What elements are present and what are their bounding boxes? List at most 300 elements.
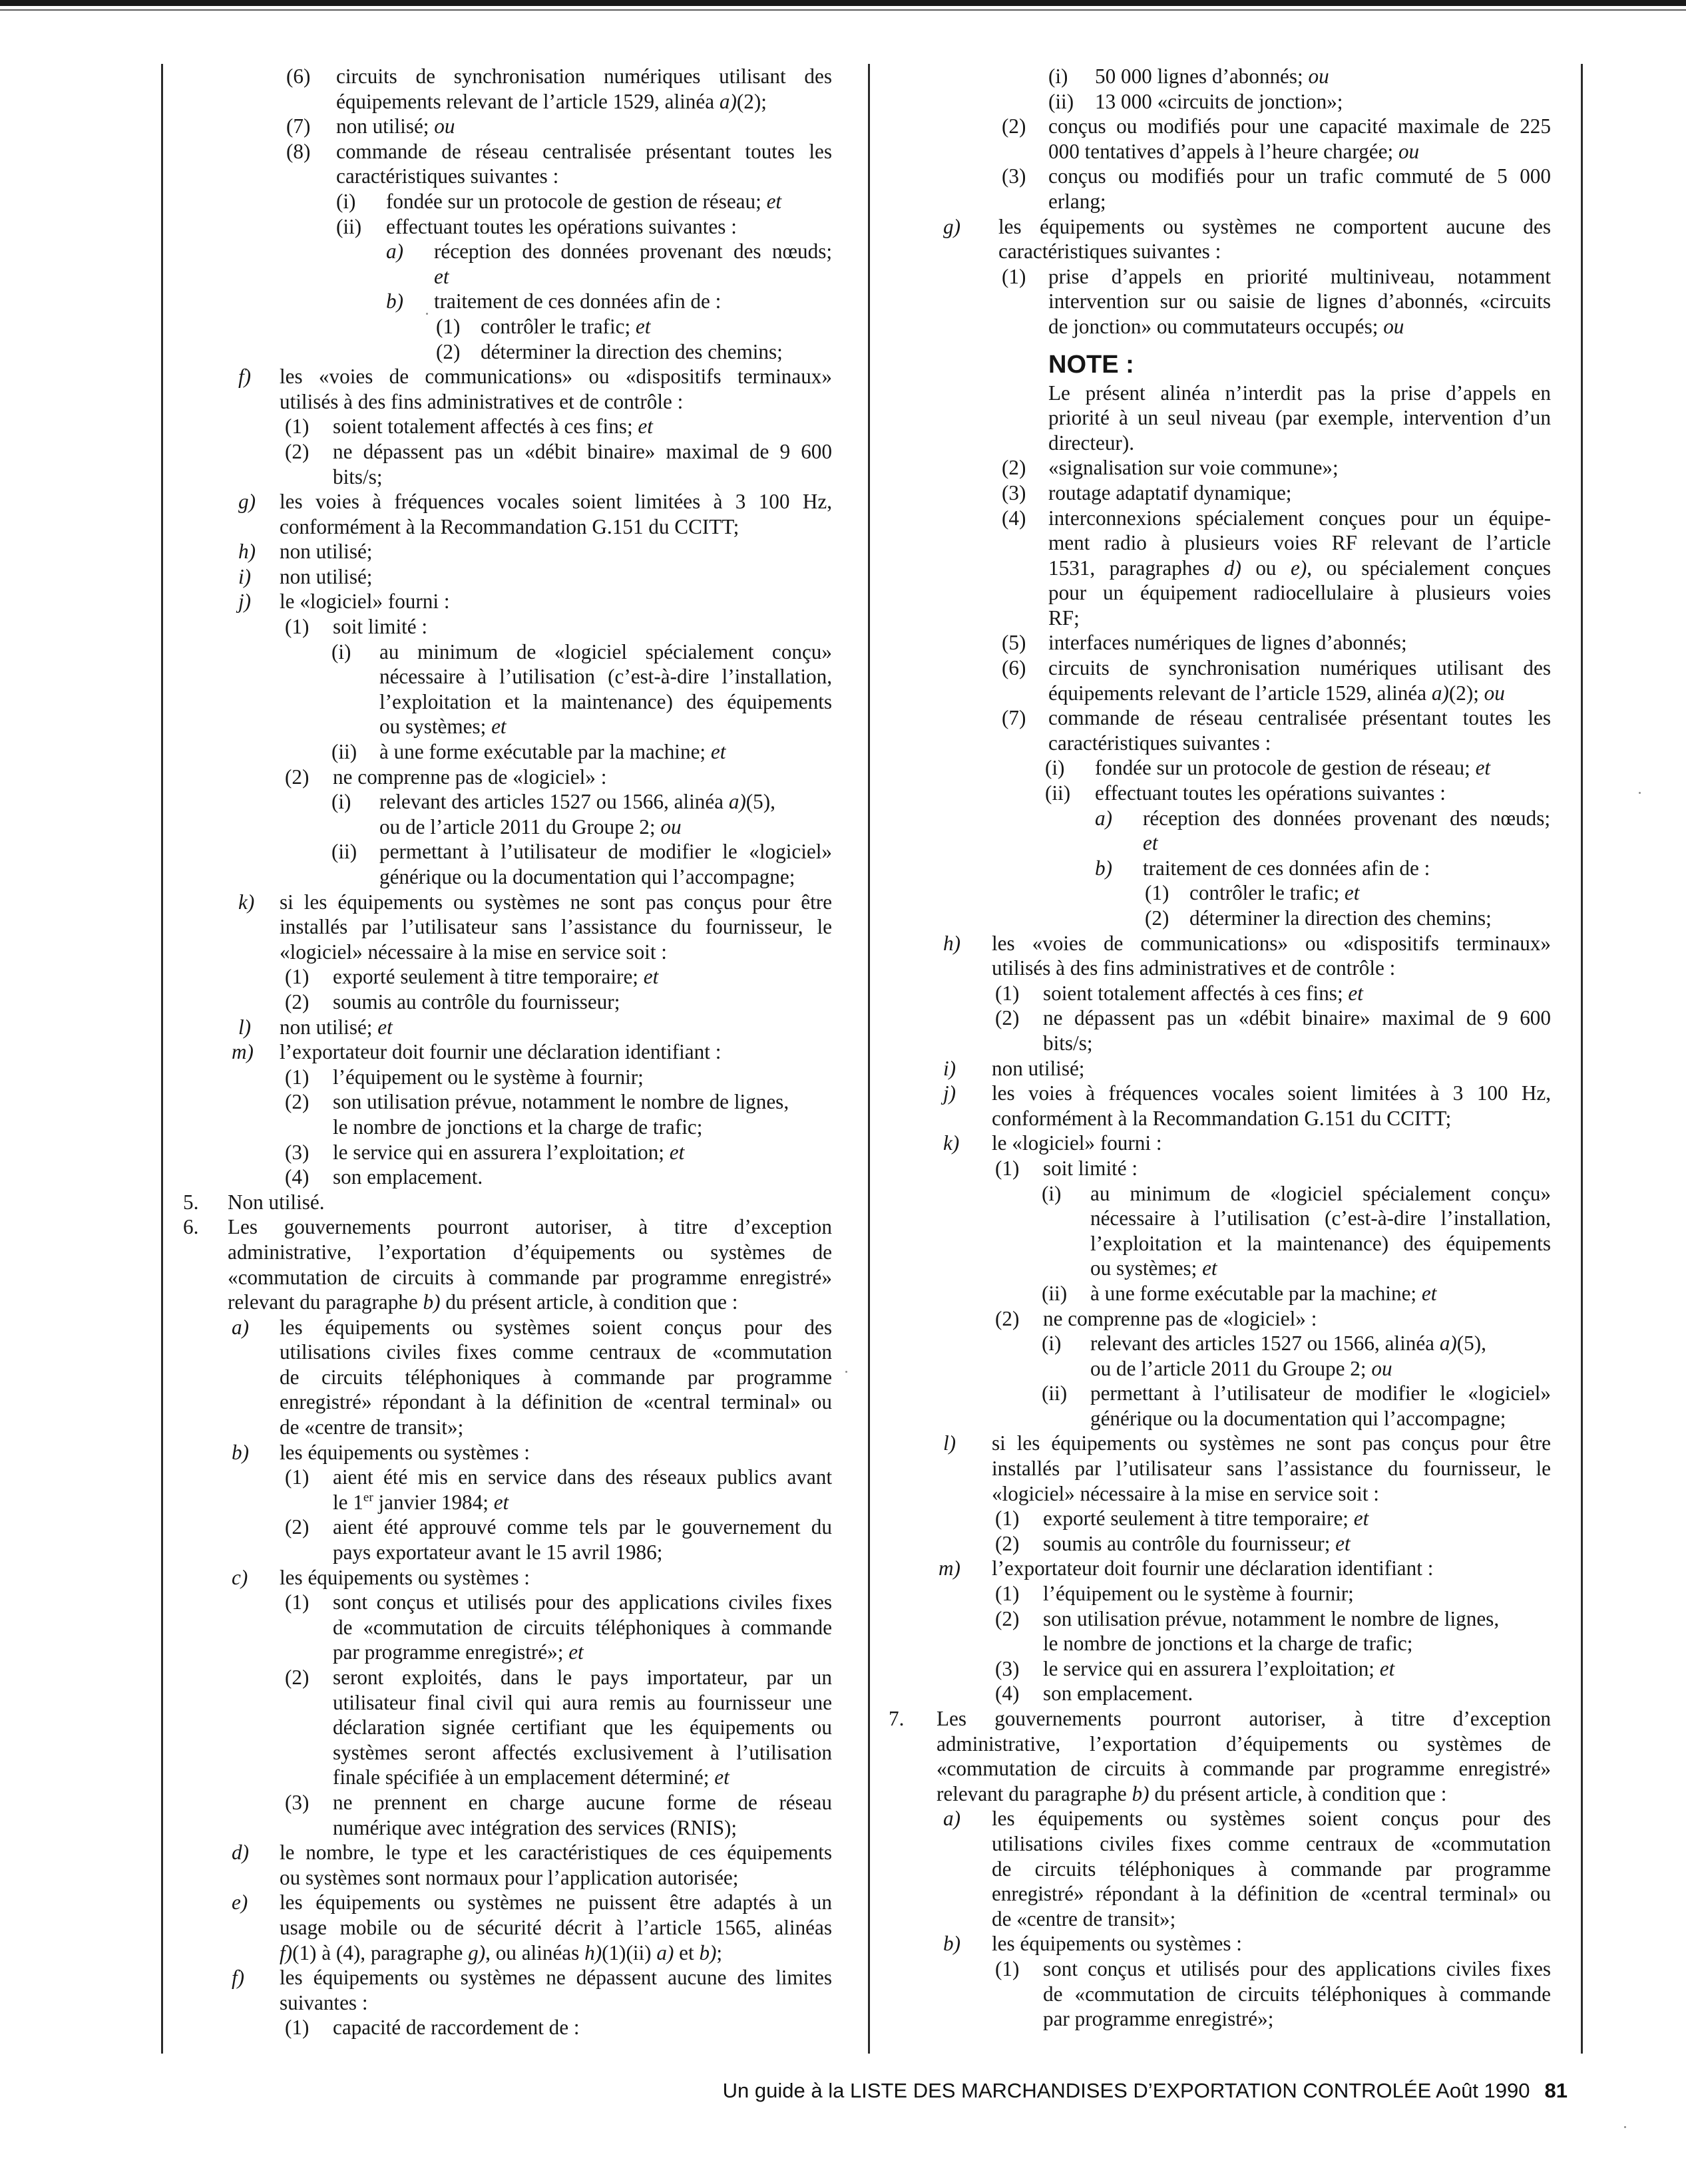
text-line: [902, 64, 1551, 89]
list-label: (3): [995, 1656, 1020, 1680]
text-line: [902, 1982, 1551, 2007]
note-label: NOTE :: [1048, 350, 1134, 379]
scan-speck: [1624, 2126, 1626, 2128]
list-label: k): [238, 890, 255, 914]
list-label: h): [238, 540, 256, 564]
line-text: les voies à fréquences vocales soient limitées à 3 100 Hz,: [280, 490, 832, 514]
line-text: les «voies de communications» ou «dispositifs terminaux»: [280, 365, 832, 389]
list-label: (5): [1002, 631, 1026, 655]
text-line: [193, 239, 832, 264]
text-line: [193, 1915, 832, 1940]
list-label: (2): [285, 990, 310, 1013]
list-label: 7.: [889, 1707, 905, 1730]
line-text: exporté seulement à titre temporaire; et: [333, 965, 659, 989]
list-label: (6): [1002, 656, 1026, 680]
text-line: [193, 139, 832, 164]
list-label: (1): [1002, 264, 1026, 288]
line-text: les équipements ou systèmes :: [280, 1565, 530, 1589]
text-line: [902, 880, 1551, 906]
text-line: [902, 1431, 1551, 1456]
left-margin-rule: [161, 64, 163, 2054]
text-line: [193, 2015, 832, 2040]
text-line: [193, 890, 832, 915]
list-label: (1): [285, 965, 310, 989]
text-line: [193, 664, 832, 689]
text-line: [193, 1140, 832, 1165]
text-line: [193, 614, 832, 639]
text-line: [193, 114, 832, 139]
list-label: a): [1095, 806, 1112, 830]
line-text: réception des données provenant des nœuds;: [1143, 806, 1550, 830]
list-label: (3): [285, 1790, 310, 1814]
line-text: le nombre, le type et les caractéristiques de ces équipements: [280, 1841, 832, 1865]
line-text: Les gouvernements pourront autoriser, à titre d’exception: [228, 1215, 832, 1239]
line-text: le service qui en assurera l’exploitation; et: [333, 1140, 685, 1164]
line-text: les équipements ou systèmes soient conçus pour des: [992, 1807, 1551, 1831]
list-label: (1): [995, 1956, 1020, 1980]
text-line: [902, 1356, 1551, 1381]
text-line: [902, 1206, 1551, 1231]
line-text: de jonction» ou commutateurs occupés; ou: [1048, 314, 1404, 338]
scan-speck: [1639, 792, 1641, 794]
line-text: et: [1143, 831, 1158, 855]
text-line: [902, 1956, 1551, 1982]
top-border-rule-thin: [0, 9, 1686, 11]
page-footer: [636, 2078, 1568, 2104]
text-line: [183, 1190, 832, 1215]
list-label: (2): [1002, 114, 1026, 138]
line-text: ou systèmes; et: [379, 715, 507, 739]
list-label: (3): [285, 1140, 310, 1164]
line-text: pays exportateur avant le 15 avril 1986;: [333, 1541, 663, 1564]
text-line: [889, 1706, 1551, 1731]
text-line: [193, 1315, 832, 1340]
text-line: [193, 589, 832, 614]
text-line: [902, 1081, 1551, 1106]
list-label: (6): [286, 65, 311, 88]
text-line: [193, 839, 832, 864]
line-text: de «commutation de circuits téléphoniques à commande: [333, 1615, 832, 1639]
text-line: [902, 405, 1551, 431]
line-text: l’équipement ou le système à fournir;: [333, 1065, 644, 1089]
list-label: k): [943, 1131, 960, 1155]
text-line: [193, 464, 832, 490]
line-text: f)(1) à (4), paragraphe g), ou alinéas h)(1)(ii) a) et b);: [280, 1940, 723, 1964]
list-label: (2): [285, 765, 310, 789]
list-label: (i): [331, 790, 351, 814]
line-text: commande de réseau centralisée présentant toutes les: [1048, 706, 1551, 730]
list-label: (i): [331, 639, 351, 663]
text-line: [902, 530, 1551, 556]
text-line: [193, 1389, 832, 1415]
text-line: [902, 580, 1551, 606]
text-line: [193, 689, 832, 715]
text-line: [193, 1590, 832, 1615]
line-text: ment radio à plusieurs voies RF relevant de l’article: [1048, 531, 1551, 555]
line-text: suivantes :: [280, 1990, 368, 2014]
line-text: commande de réseau centralisée présentant toutes les: [336, 139, 832, 163]
text-line: [193, 964, 832, 990]
text-line: [902, 681, 1551, 706]
text-line: [193, 990, 832, 1015]
list-label: a): [943, 1807, 960, 1831]
list-label: (2): [285, 1666, 310, 1689]
line-text: usage mobile ou de sécurité décrit à l’article 1565, alinéas: [280, 1915, 832, 1939]
text-line: [902, 1406, 1551, 1431]
left-text-column: [183, 64, 832, 2040]
text-line: [902, 755, 1551, 781]
text-line: [193, 389, 832, 415]
text-line: [902, 981, 1551, 1006]
text-line: [902, 1556, 1551, 1581]
line-text: erlang;: [1048, 189, 1106, 213]
list-label: a): [232, 1315, 249, 1339]
text-line: [902, 1781, 1551, 1807]
text-line: [193, 1640, 832, 1665]
text-line: [193, 739, 832, 765]
text-line: [902, 2006, 1551, 2032]
line-text: l’exportateur doit fournir une déclaration identifiant :: [992, 1556, 1434, 1580]
line-text: sont conçus et utilisés pour des applications civiles fixes: [1043, 1956, 1551, 1980]
line-text: soient totalement affectés à ces fins; et: [1043, 981, 1363, 1005]
line-text: soumis au contrôle du fournisseur;: [333, 990, 620, 1013]
text-line: [902, 431, 1551, 456]
text-line: [193, 1615, 832, 1640]
line-text: 13 000 «circuits de jonction»;: [1095, 89, 1343, 113]
text-line: [193, 1340, 832, 1365]
line-text: relevant des articles 1527 ou 1566, alinéa a)(5),: [1090, 1332, 1486, 1356]
text-line: [902, 1181, 1551, 1206]
line-text: son emplacement.: [1043, 1682, 1193, 1706]
list-label: (4): [1002, 506, 1026, 530]
line-text: fondée sur un protocole de gestion de réseau; et: [1095, 756, 1491, 780]
text-line: [902, 381, 1551, 406]
text-line: [193, 514, 832, 540]
text-line: [193, 864, 832, 890]
text-line: [193, 1365, 832, 1390]
line-text: réception des données provenant des nœuds;: [434, 240, 832, 264]
text-line: [902, 856, 1551, 881]
line-text: soumis au contrôle du fournisseur; et: [1043, 1531, 1351, 1555]
text-line: [193, 1665, 832, 1690]
list-label: l): [943, 1431, 956, 1455]
line-text: exporté seulement à titre temporaire; et: [1043, 1507, 1369, 1531]
list-label: 6.: [183, 1215, 199, 1239]
text-line: [902, 1806, 1551, 1831]
line-text: le nombre de jonctions et la charge de trafic;: [333, 1115, 703, 1139]
text-line: [902, 1506, 1551, 1531]
line-text: ou systèmes sont normaux pour l’application autorisée;: [280, 1865, 739, 1889]
line-text: si les équipements ou systèmes ne sont pas conçus pour être: [992, 1431, 1551, 1455]
text-line: [902, 1581, 1551, 1606]
line-text: équipements relevant de l’article 1529, alinéa a)(2);: [336, 89, 767, 113]
text-line: [902, 1881, 1551, 1907]
line-text: caractéristiques suivantes :: [998, 240, 1221, 264]
text-line: [902, 89, 1551, 114]
list-label: i): [943, 1056, 956, 1080]
text-line: [902, 1331, 1551, 1356]
text-line: [193, 1690, 832, 1716]
text-line: [902, 1731, 1551, 1757]
line-text: non utilisé; ou: [336, 114, 455, 138]
text-line: [902, 289, 1551, 314]
list-label: f): [238, 365, 252, 389]
text-line: [902, 480, 1551, 506]
text-line: [902, 1756, 1551, 1781]
list-label: f): [232, 1966, 245, 1990]
text-line: [902, 1156, 1551, 1181]
text-line: [902, 630, 1551, 655]
line-text: contrôler le trafic; et: [1189, 881, 1360, 905]
line-text: nécessaire à l’utilisation (c’est-à-dire l’installation,: [1090, 1206, 1551, 1230]
line-text: son utilisation prévue, notamment le nombre de lignes,: [1043, 1606, 1500, 1630]
line-text: son utilisation prévue, notamment le nombre de lignes,: [333, 1090, 789, 1114]
list-label: (i): [1045, 756, 1065, 780]
line-text: le «logiciel» fourni :: [992, 1131, 1162, 1155]
text-line: [193, 765, 832, 790]
line-text: finale spécifiée à un emplacement déterminé; et: [333, 1765, 730, 1789]
text-line: [193, 1515, 832, 1540]
line-text: utilisés à des fins administratives et de contrôle :: [992, 956, 1396, 980]
text-line: [193, 164, 832, 189]
list-label: (i): [336, 189, 356, 213]
right-margin-rule: [1581, 64, 1583, 2054]
text-line: [902, 1857, 1551, 1882]
list-label: m): [939, 1556, 960, 1580]
text-line: [193, 564, 832, 590]
text-line: [193, 1415, 832, 1440]
line-text: de «centre de transit»;: [992, 1907, 1176, 1930]
line-text: «logiciel» nécessaire à la mise en service soit :: [280, 940, 667, 964]
line-text: de circuits téléphoniques à commande par programme: [992, 1857, 1551, 1881]
line-text: les équipements ou systèmes :: [280, 1440, 530, 1464]
list-label: (8): [286, 139, 311, 163]
list-label: (1): [285, 1465, 310, 1489]
right-text-column: [889, 64, 1551, 2032]
line-text: traitement de ces données afin de :: [434, 289, 722, 313]
list-label: (1): [285, 615, 310, 639]
list-label: b): [943, 1932, 960, 1956]
list-label: (1): [285, 2016, 310, 2040]
line-text: caractéristiques suivantes :: [336, 164, 559, 188]
text-line: [902, 1606, 1551, 1632]
line-text: 50 000 lignes d’abonnés; ou: [1095, 65, 1329, 88]
text-line: [193, 1965, 832, 1990]
text-line: [193, 1940, 832, 1966]
line-text: «commutation de circuits à commande par programme enregistré»: [228, 1265, 832, 1289]
text-line: [902, 114, 1551, 139]
line-text: «signalisation sur voie commune»;: [1048, 456, 1339, 480]
line-text: ne dépassent pas un «débit binaire» maximal de 9 600: [333, 439, 832, 463]
list-label: h): [943, 931, 960, 955]
text-line: [902, 956, 1551, 981]
list-label: (4): [285, 1165, 310, 1189]
scan-speck: [845, 1371, 847, 1373]
text-line: [193, 1015, 832, 1040]
text-line: [902, 1256, 1551, 1281]
list-label: (2): [1145, 906, 1169, 930]
list-label: j): [238, 590, 252, 614]
text-line: [193, 189, 832, 214]
line-text: générique ou la documentation qui l’accompagne;: [379, 865, 795, 888]
line-text: l’exploitation et la maintenance) des équipements: [379, 689, 832, 713]
list-label: (ii): [1042, 1281, 1068, 1305]
line-text: enregistré» répondant à la définition de «central terminal» ou: [992, 1882, 1551, 1906]
text-line: [193, 1089, 832, 1115]
text-line: [193, 214, 832, 240]
text-line: [902, 906, 1551, 931]
line-text: les équipements ou systèmes :: [992, 1932, 1242, 1956]
column-divider-rule: [868, 64, 870, 2054]
text-line: [183, 1214, 832, 1240]
text-line: [193, 364, 832, 389]
line-text: fondée sur un protocole de gestion de réseau; et: [386, 189, 782, 213]
list-label: (2): [995, 1531, 1020, 1555]
list-label: (2): [995, 1606, 1020, 1630]
text-line: [902, 1381, 1551, 1406]
text-line: [193, 815, 832, 840]
text-line: [902, 1306, 1551, 1332]
line-text: ou systèmes; et: [1090, 1256, 1217, 1280]
list-label: a): [386, 240, 403, 264]
text-line: [902, 1656, 1551, 1682]
text-line: [902, 830, 1551, 856]
line-text: permettant à l’utilisateur de modifier le «logiciel»: [1090, 1381, 1551, 1405]
line-text: ne comprenne pas de «logiciel» :: [1043, 1306, 1317, 1330]
line-text: Le présent alinéa n’interdit pas la prise d’appels en: [1048, 381, 1551, 405]
list-label: (i): [1048, 65, 1068, 88]
text-line: [902, 1005, 1551, 1031]
text-line: [902, 1106, 1551, 1131]
list-label: b): [1095, 856, 1112, 880]
line-text: utilisés à des fins administratives et de contrôle :: [280, 389, 684, 413]
line-text: les équipements ou systèmes ne puissent être adaptés à un: [280, 1891, 832, 1914]
line-text: relevant du paragraphe b) du présent article, à condition que :: [937, 1781, 1447, 1805]
line-text: son emplacement.: [333, 1165, 483, 1189]
text-line: [902, 314, 1551, 339]
text-line: [902, 239, 1551, 264]
line-text: contrôler le trafic; et: [481, 314, 651, 338]
text-line: [193, 714, 832, 739]
list-label: b): [232, 1440, 249, 1464]
line-text: caractéristiques suivantes :: [1048, 731, 1271, 755]
text-line: [193, 1790, 832, 1815]
text-line: [902, 705, 1551, 731]
text-line: [193, 639, 832, 665]
line-text: installés par l’utilisateur sans l’assistance du fournisseur, le: [280, 915, 832, 939]
text-line: [193, 1565, 832, 1590]
text-line: [193, 914, 832, 940]
text-line: [902, 806, 1551, 831]
text-line: [193, 1065, 832, 1090]
text-line: [902, 1531, 1551, 1556]
text-line: [902, 1456, 1551, 1481]
line-text: prise d’appels en priorité multiniveau, notamment: [1048, 264, 1551, 288]
text-line: [902, 1231, 1551, 1256]
line-text: bits/s;: [333, 464, 383, 488]
line-text: pour un équipement radiocellulaire à plusieurs voies: [1048, 581, 1551, 605]
text-line: [902, 164, 1551, 189]
text-line: [193, 489, 832, 514]
text-line: [193, 1865, 832, 1891]
text-line: [193, 1165, 832, 1190]
line-text: non utilisé;: [280, 564, 373, 588]
line-text: l’équipement ou le système à fournir;: [1043, 1582, 1354, 1606]
line-text: ne prennent en charge aucune forme de réseau: [333, 1790, 832, 1814]
line-text: capacité de raccordement de :: [333, 2016, 580, 2040]
list-label: (7): [1002, 706, 1026, 730]
text-line: [902, 1681, 1551, 1706]
line-text: priorité à un seul niveau (par exemple, intervention d’un: [1048, 406, 1551, 430]
text-line: [902, 264, 1551, 289]
text-line: [902, 931, 1551, 956]
text-line: [902, 1281, 1551, 1306]
line-text: RF;: [1048, 606, 1080, 630]
list-label: (2): [285, 1090, 310, 1114]
list-label: (4): [995, 1682, 1020, 1706]
line-text: de circuits téléphoniques à commande par programme: [280, 1365, 832, 1389]
list-label: (ii): [1048, 89, 1074, 113]
line-text: Non utilisé.: [228, 1190, 325, 1214]
footer-title: Un guide à la LISTE DES MARCHANDISES D’EXPORTATION CONTROLÉE Août 1990: [722, 2079, 1530, 2102]
text-line: [902, 1481, 1551, 1507]
text-line: [193, 789, 832, 815]
line-text: équipements relevant de l’article 1529, alinéa a)(2); ou: [1048, 681, 1505, 705]
list-label: (ii): [1042, 1381, 1068, 1405]
text-line: [902, 1056, 1551, 1081]
text-line: [193, 264, 832, 289]
line-text: utilisations civiles fixes comme centraux de «commutation: [280, 1340, 832, 1364]
line-text: directeur).: [1048, 431, 1134, 455]
list-label: (2): [436, 339, 461, 363]
list-label: (1): [1145, 881, 1169, 905]
list-label: (2): [285, 439, 310, 463]
text-line: [902, 139, 1551, 164]
list-label: (2): [995, 1306, 1020, 1330]
text-line: [193, 289, 832, 314]
list-label: (2): [1002, 456, 1026, 480]
text-line: [193, 1039, 832, 1065]
text-line: [902, 455, 1551, 480]
list-label: (3): [1002, 480, 1026, 504]
line-text: les équipements ou systèmes ne dépassent aucune des limites: [280, 1966, 832, 1990]
line-text: intervention sur ou saisie de lignes d’abonnés, «circuits: [1048, 289, 1551, 313]
text-line: [193, 1115, 832, 1140]
line-text: soit limité :: [333, 615, 428, 639]
list-label: m): [232, 1040, 254, 1064]
text-line: [902, 506, 1551, 531]
line-text: relevant du paragraphe b) du présent article, à condition que :: [228, 1290, 738, 1314]
line-text: les «voies de communications» ou «dispositifs terminaux»: [992, 931, 1551, 955]
list-label: (ii): [336, 214, 362, 238]
line-text: interconnexions spécialement conçues pour un équipe-: [1048, 506, 1551, 530]
line-text: non utilisé;: [992, 1056, 1085, 1080]
list-label: d): [232, 1841, 249, 1865]
text-line: [902, 1907, 1551, 1932]
list-label: (1): [995, 1507, 1020, 1531]
text-line: [193, 1290, 832, 1315]
line-text: si les équipements ou systèmes ne sont pas conçus pour être: [280, 890, 832, 914]
text-line: [193, 64, 832, 89]
list-label: g): [943, 214, 960, 238]
line-text: utilisateur final civil qui aura remis au fournisseur une: [333, 1690, 832, 1714]
line-text: «commutation de circuits à commande par programme enregistré»: [937, 1757, 1551, 1781]
list-label: (ii): [331, 840, 357, 864]
line-text: utilisations civiles fixes comme centraux de «commutation: [992, 1831, 1551, 1855]
text-line: [193, 339, 832, 365]
line-text: 000 tentatives d’appels à l’heure chargée; ou: [1048, 139, 1420, 163]
line-text: circuits de synchronisation numériques utilisant des: [1048, 656, 1551, 680]
